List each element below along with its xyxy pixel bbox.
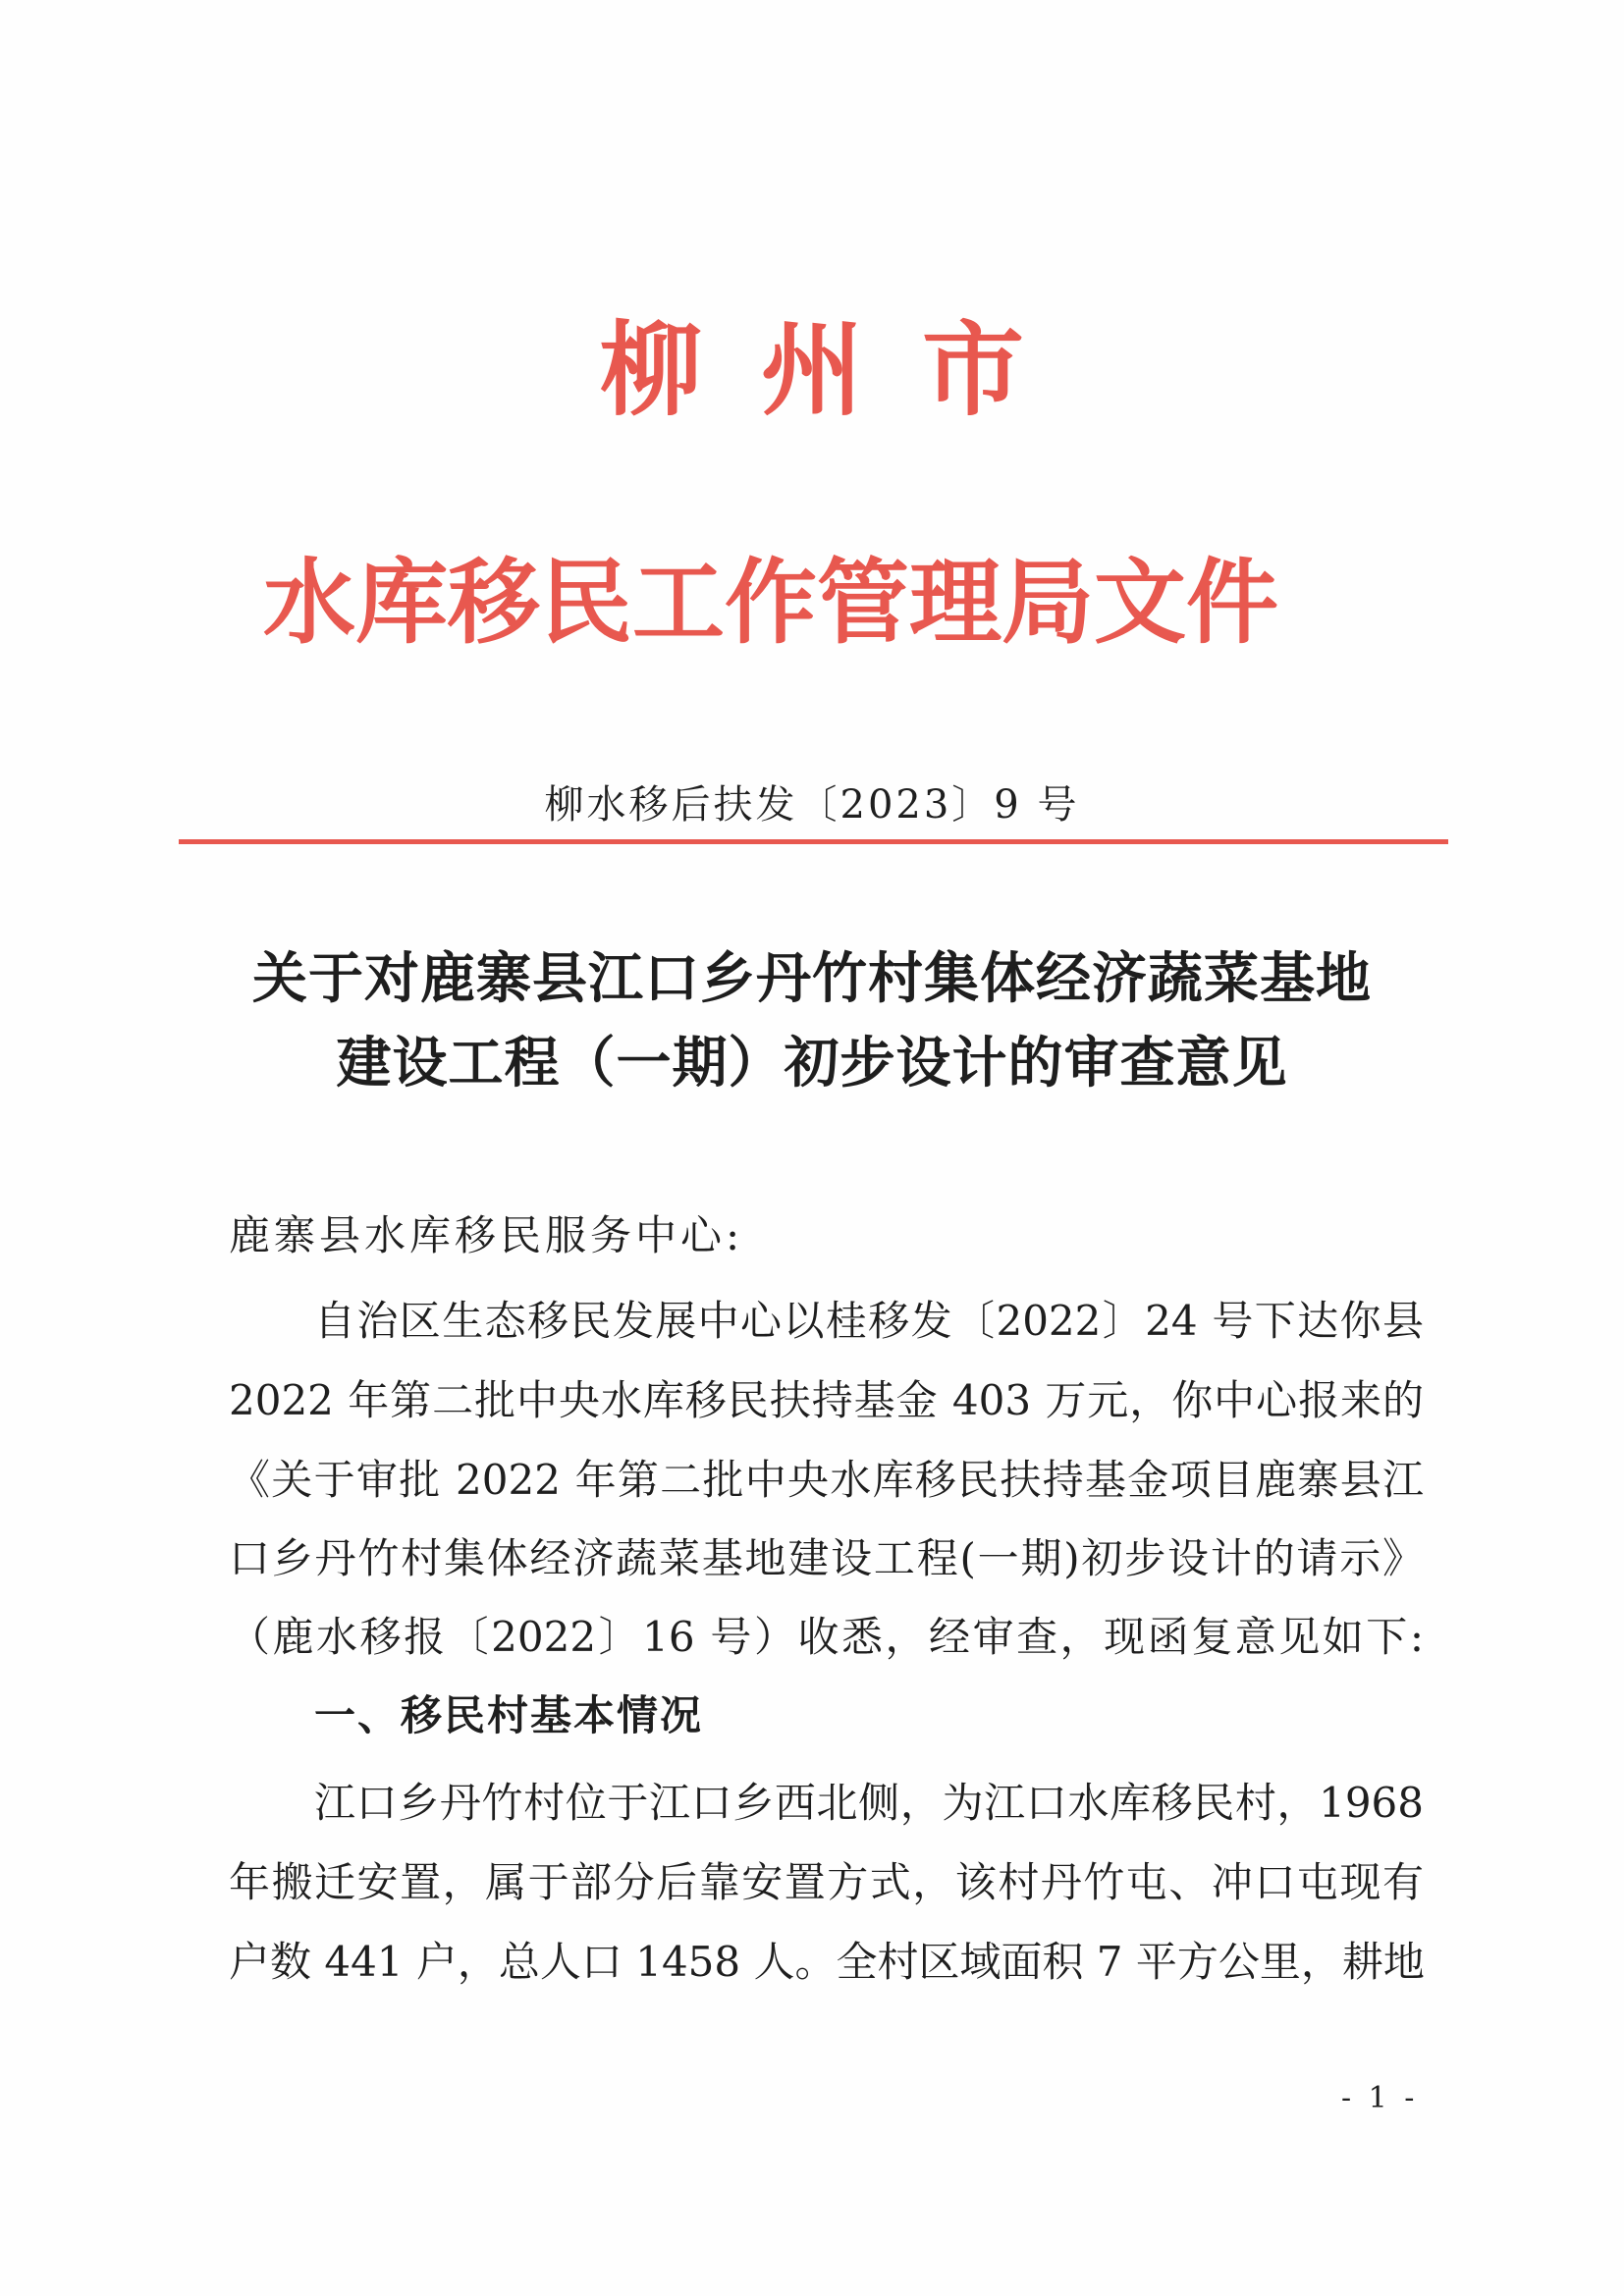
paragraph-1-line: 2022 年第二批中央水库移民扶持基金 403 万元，你中心报来的 (229, 1376, 1424, 1424)
paragraph-1-line: 《关于审批 2022 年第二批中央水库移民扶持基金项目鹿寨县江 (229, 1456, 1424, 1504)
paragraph-1-line: 自治区生态移民发展中心以桂移发〔2022〕24 号下达你县 (314, 1297, 1424, 1345)
document-title-line-1: 关于对鹿寨县江口乡丹竹村集体经济蔬菜基地 (252, 947, 1372, 1011)
document-title-line-2: 建设工程（一期）初步设计的审查意见 (336, 1032, 1288, 1095)
paragraph-2-line: 年搬迁安置，属于部分后靠安置方式，该村丹竹屯、冲口屯现有 (229, 1858, 1424, 1906)
red-divider-line (179, 839, 1448, 844)
paragraph-1-line: 口乡丹竹村集体经济蔬菜基地建设工程(一期)初步设计的请示》 (229, 1534, 1424, 1582)
paragraph-2-line: 江口乡丹竹村位于江口乡西北侧，为江口水库移民村，1968 (314, 1779, 1424, 1827)
document-number: 柳水移后扶发〔2023〕9 号 (544, 782, 1080, 828)
section-heading: 一、移民村基本情况 (314, 1691, 704, 1739)
header-city: 柳州市 (599, 310, 1083, 430)
page-number: - 1 - (1341, 2081, 1419, 2115)
salutation: 鹿寨县水库移民服务中心: (229, 1211, 744, 1259)
header-agency: 水库移民工作管理局文件 (263, 550, 1279, 657)
paragraph-2-line: 户数 441 户，总人口 1458 人。全村区域面积 7 平方公里，耕地 (229, 1938, 1425, 1986)
paragraph-1-line: （鹿水移报〔2022〕16 号）收悉，经审查，现函复意见如下: (229, 1613, 1424, 1661)
